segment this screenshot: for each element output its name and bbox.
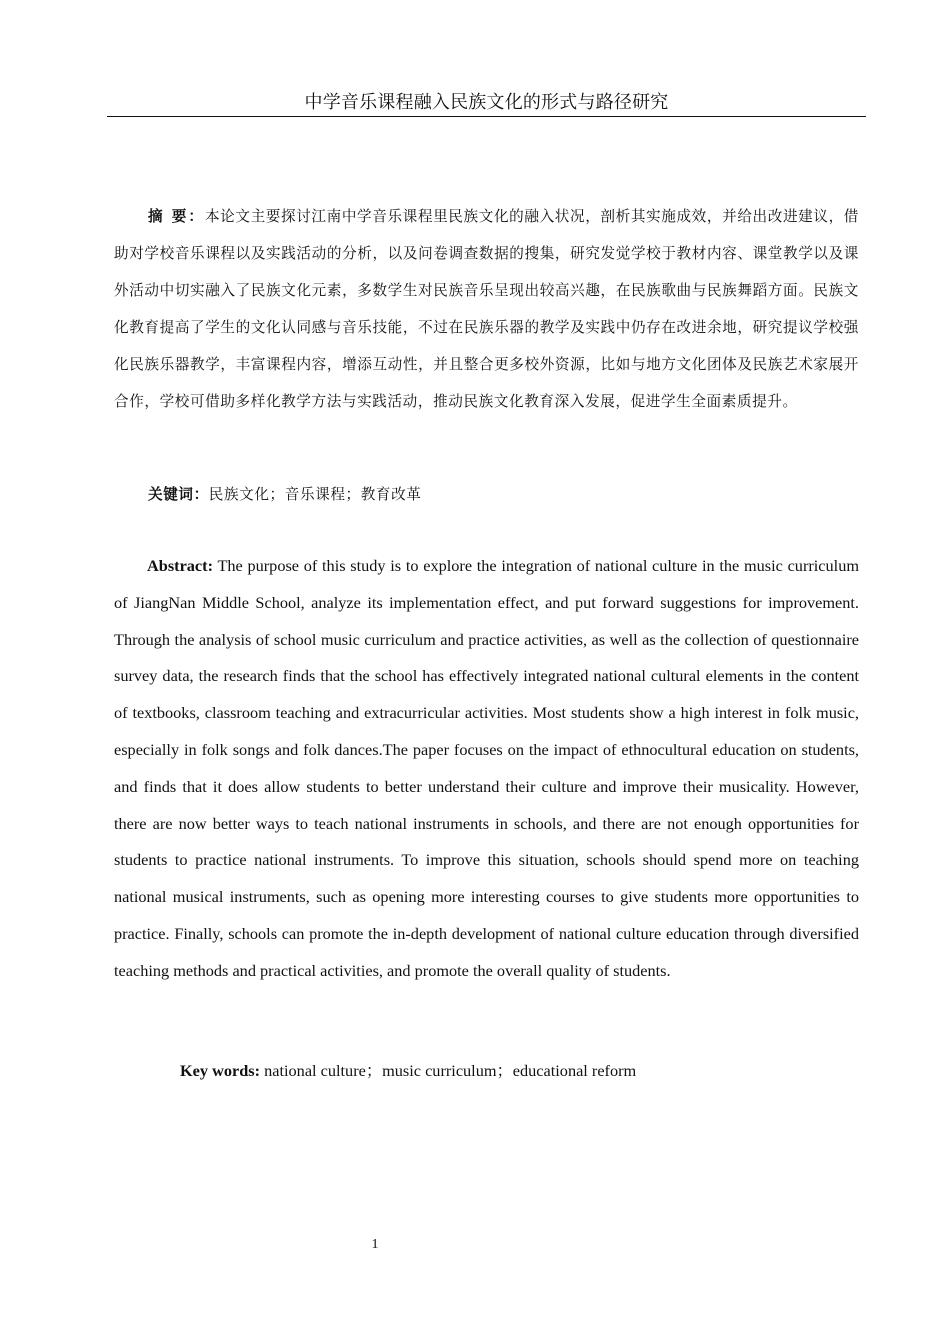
english-abstract [114,548,859,990]
paper-title: 中学音乐课程融入民族文化的形式与路径研究 [304,92,669,113]
chinese-keywords-text: 民族文化；音乐课程；教育改革 [208,486,422,503]
english-abstract-paragraph [114,548,859,990]
chinese-abstract-paragraph [114,198,859,420]
chinese-abstract [114,198,859,420]
english-abstract-label: Abstract: [147,556,214,575]
english-keywords-text: national culture；music curriculum；educational reform [264,1061,637,1080]
chinese-keywords-label: 关键词： [148,486,209,503]
english-keywords [180,1058,636,1084]
chinese-abstract-label: 摘 要： [148,208,205,225]
english-abstract-text: The purpose of this study is to explore the integration of national culture in the music curriculum of JiangNan Middle School, analyze its implementation effect, and put forward suggestions for improvement. Through the analysis of school music curriculum and practice activities, as well as the collection of questionnaire survey data, the research finds that the school has effectively integrated national cultural elements in the content of textbooks, classroom teaching and extracurricular activities. Most students show a high interest in folk music, especially in folk songs and folk dances.The paper focuses on the impact of ethnocultural education on students, and finds that it does allow students to better understand their culture and improve their musicality. However, there are now better ways to teach national instruments in schools, and there are not enough opportunities for students to practice national instruments. To improve this situation, schools should spend more on teaching national musical instruments, such as opening more interesting courses to give students more opportunities to practice. Finally, schools can promote the in-depth development of national culture education through diversified teaching methods and practical activities, and promote the overall quality of students. [114,556,860,980]
chinese-abstract-text: 本论文主要探讨江南中学音乐课程里民族文化的融入状况，剖析其实施成效，并给出改进建议，借助对学校音乐课程以及实践活动的分析，以及问卷调查数据的搜集，研究发觉学校于教材内容、课堂教学以及课外活动中切实融入了民族文化元素，多数学生对民族音乐呈现出较高兴趣，在民族歌曲与民族舞蹈方面。民族文化教育提高了学生的文化认同感与音乐技能，不过在民族乐器的教学及实践中仍存在改进余地，研究提议学校强化民族乐器教学，丰富课程内容，增添互动性，并且整合更多校外资源，比如与地方文化团体及民族艺术家展开合作，学校可借助多样化教学方法与实践活动，推动民族文化教育深入发展，促进学生全面素质提升。 [114,208,859,410]
running-header [107,90,866,117]
chinese-keywords [148,481,422,509]
page-number: 1 [371,1237,379,1252]
english-keywords-label: Key words: [180,1061,261,1080]
